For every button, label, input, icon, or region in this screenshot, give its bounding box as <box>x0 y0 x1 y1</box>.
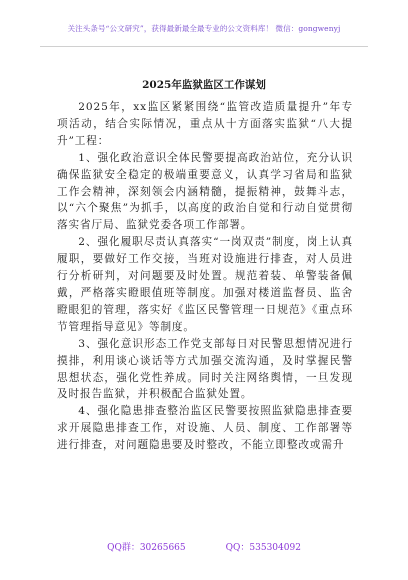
document-title: 2025年监狱监区工作谋划 <box>142 79 266 91</box>
paragraph-1: 1、强化政治意识全体民警要提高政治站位，充分认识确保监狱安全稳定的极端重要意义，认真学习省局和监狱工作会精神，深刻领会内涵精髓，提振精神，鼓舞斗志，以“六个聚焦”为抓手，以高度的政治自觉和行动自觉贯彻落实省厅局、监狱党委各项工作部署。 <box>57 151 353 232</box>
header-banner: 关注头条号“公文研究”，获得最新最全最专业的公文资料库！ 微信：gongwenyj <box>67 24 341 33</box>
paragraph-2: 2、强化履职尽责认真落实“一岗双责”制度，岗上认真履职，要做好工作交接，当班对设施进行排查，对人员进行分析研判，对问题要及时处置。规范着装、单警装备佩戴，严格落实瞪眼值班等制度。加强对楼道监督员、监舍瞪眼犯的管理，落实好《监区民警管理一日规范》《重点环节管理指导意见》等制度。 <box>57 236 353 333</box>
footer-qq-group: QQ群：30265665 <box>107 543 186 553</box>
header-divider <box>40 46 368 47</box>
document-body <box>57 99 353 454</box>
paragraph-intro: 2025年，xx监区紧紧围绕“监管改造质量提升”年专项活动，结合实际情况，重点从十方面落实监狱“八大提升”工程： <box>57 101 353 147</box>
footer-contacts <box>0 540 408 553</box>
paragraph-3: 3、强化意识形态工作党支部每日对民警思想情况进行摸排，利用谈心谈话等方式加强交流沟通，及时掌握民警思想状态，强化党性养成。同时关注网络舆情，一旦发现及时报告监狱，并积极配合监狱处置。 <box>57 337 353 401</box>
paragraph-4: 4、强化隐患排查整治监区民警要按照监狱隐患排查要求开展隐患排查工作，对设施、人员、制度、工作部署等进行排查，对问题隐患要及时整改，不能立即整改或需升 <box>57 405 353 452</box>
footer-qq: QQ：535304092 <box>225 543 301 553</box>
